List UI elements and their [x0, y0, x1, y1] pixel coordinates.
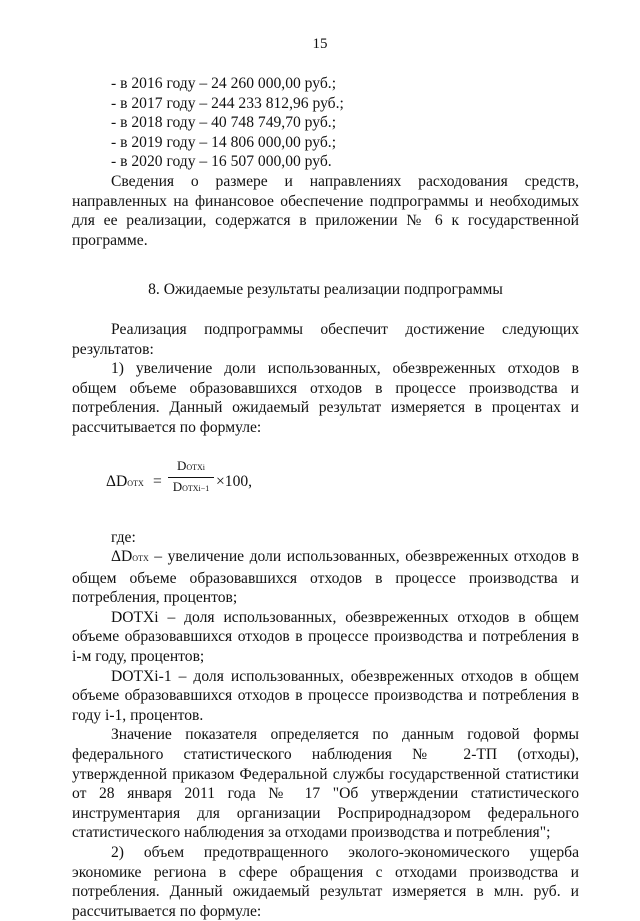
- formula-tail: ×100,: [216, 472, 253, 490]
- definition-dotxi: DOTXi – доля использованных, обезвреженных отходов в общем объеме образовавшихся отходов в процессе производства и потребления в i-м году, процентов;: [72, 608, 579, 666]
- list-item: - в 2019 году – 14 806 000,00 руб.;: [111, 133, 337, 151]
- document-body: [72, 74, 579, 921]
- list-item: - в 2016 году – 24 260 000,00 руб.;: [111, 75, 337, 92]
- page-number: 15: [312, 36, 328, 52]
- where-label: где:: [111, 528, 136, 546]
- formula-lhs: ΔDОТХ: [106, 472, 144, 490]
- paragraph-result-1: 1) увеличение доли использованных, обезвреженных отходов в общем объеме образовавшихся отходов в процессе производства и потребления. Данный ожидаемый результат измеряется в процентах и рассчитывается по формуле:: [72, 360, 579, 436]
- formula-equals: =: [153, 472, 162, 490]
- section-heading: 8. Ожидаемые результаты реализации подпрограммы: [148, 281, 503, 299]
- definition-delta-dotx: ΔDОТХ – увеличение доли использованных, обезвреженных отходов в общем объеме образовавшихся отходов в процессе производства и потребления, процентов;: [72, 548, 579, 607]
- paragraph-intro: Реализация подпрограммы обеспечит достижение следующих результатов:: [72, 320, 579, 358]
- formula-delta-dotx: [106, 458, 579, 506]
- paragraph-data-source: Значение показателя определяется по данным годовой формы федерального статистического наблюдения № 2-ТП (отходы), утвержденной приказом Федеральной службы государственной статистики от 28 января 2011 года № 17 "Об утверждении статистического инструментария для организации Росприроднадзором федерального статистического наблюдения за отходами производства и потребления";: [72, 726, 579, 842]
- paragraph-result-2: 2) объем предотвращенного эколого-экономического ущерба экономике региона в сфере обращения с отходами производства и потребления. Данный ожидаемый результат измеряется в млн. руб. и рассчитывается по формуле:: [72, 844, 579, 920]
- definition-dotxi-1: DOTXi-1 – доля использованных, обезвреженных отходов в общем объеме образовавшихся отходов в процессе производства и потребления в году i-1, процентов.: [72, 667, 579, 724]
- formula-numerator: DОТХi: [168, 458, 214, 478]
- paragraph-funding-info: Сведения о размере и направлениях расходования средств, направленных на финансовое обеспечение подпрограммы и необходимых для ее реализации, содержатся в приложении № 6 к государственной программе.: [72, 172, 579, 249]
- formula-fraction: [168, 458, 214, 498]
- list-item: - в 2020 году – 16 507 000,00 руб.: [111, 153, 332, 171]
- list-item: - в 2017 году – 244 233 812,96 руб.;: [111, 94, 344, 112]
- list-item: - в 2018 году – 40 748 749,70 руб.;: [111, 114, 337, 132]
- funding-by-year-list: [72, 74, 579, 172]
- formula-denominator: DОТХi−1: [172, 478, 210, 494]
